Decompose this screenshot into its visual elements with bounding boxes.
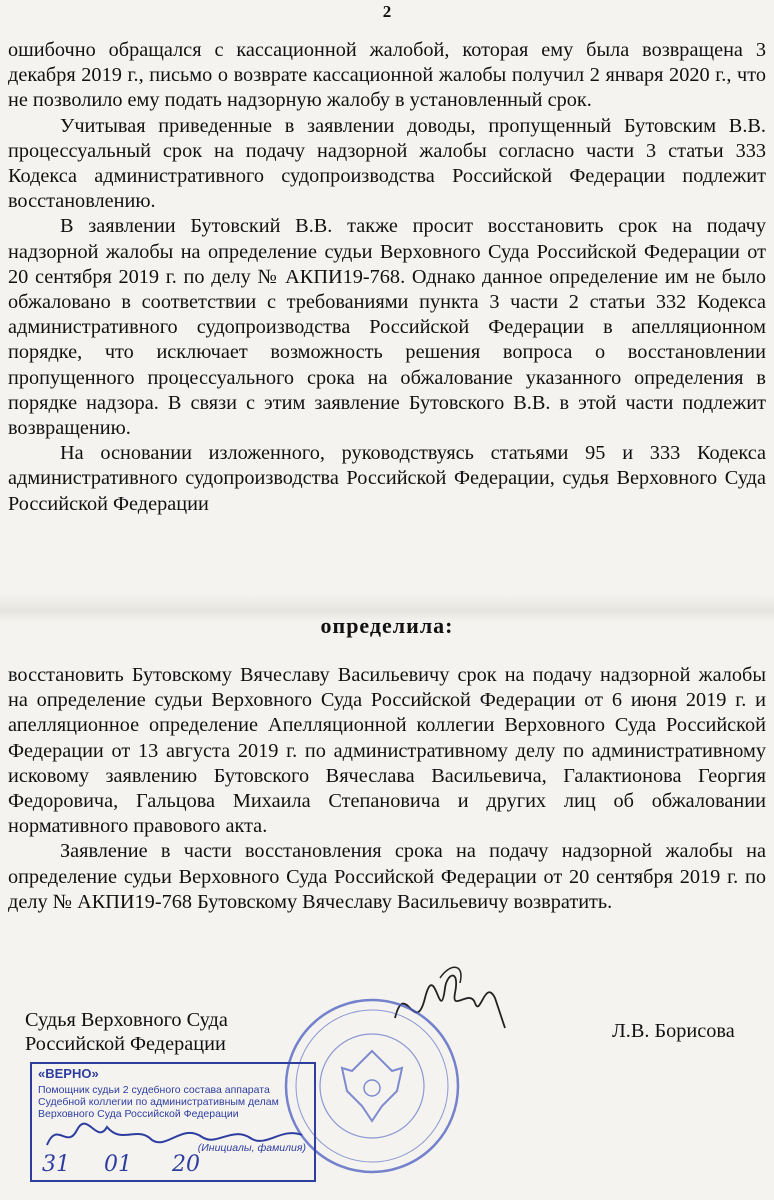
verno-day: 31 [42, 1152, 70, 1177]
judge-name: Л.В. Борисова [612, 1020, 735, 1042]
ruling-heading: определила: [320, 613, 454, 638]
verno-year: 20 [172, 1152, 200, 1177]
verno-month: 01 [104, 1152, 132, 1177]
verno-caption: (Инициалы, фамилия) [197, 1142, 306, 1154]
page-number: 2 [382, 2, 392, 21]
paragraph-restoration: Учитывая приведенные в заявлении доводы, пропущенный Бутовским В.В. процессуальный срок на подачу надзорной жалобы согласно части 3 статьи 333 Кодекса административного судопроизводства Российской Федерации подлежит восстановлению. [8, 114, 766, 213]
assistant-signature [42, 1115, 307, 1155]
verno-line1: Помощник судьи 2 судебного состава аппарата [38, 1084, 270, 1096]
judge-position [25, 1008, 228, 1056]
paragraph-return: В заявлении Бутовский В.В. также просит восстановить срок на подачу надзорной жалобы на определение судьи Верховного Суда Российской Федерации от 20 сентября 2019 г. по делу № АКПИ19-768. Однако данное определение им не было обжаловано в соответствии с требованиями пункта 3 части 2 статьи 332 Кодекса административного судопроизводства Российской Федерации в апелляционном порядке, что исключает возможность решения вопроса о восстановлении пропущенного процессуального срока на обжалование указанного определения в порядке надзора. В связи с этим заявление Бутовского В.В. в этой части подлежит возвращению. [8, 215, 766, 440]
paragraph-continuation: ошибочно обращался с кассационной жалобой, которая ему была возвращена 3 декабря 2019 г., письмо о возврате кассационной жалобы получил 2 января 2020 г., что не позволило ему подать надзорную жалобу в установленный срок. [8, 39, 766, 112]
top-text [8, 38, 766, 517]
judge-position-line2: Российской Федерации [25, 1033, 226, 1055]
ruling-text [8, 663, 766, 915]
verno-line3: Верховного Суда Российской Федерации [38, 1108, 239, 1120]
verno-line2: Судебной коллегии по административным делам [38, 1096, 279, 1108]
verno-title: «ВЕРНО» [38, 1066, 99, 1081]
paragraph-basis: На основании изложенного, руководствуясь статьями 95 и 333 Кодекса административного судопроизводства Российской Федерации, судья Верховного Суда Российской Федерации [8, 442, 766, 515]
ruling-paragraph-return: Заявление в части восстановления срока на подачу надзорной жалобы на определение судьи Верховного Суда Российской Федерации от 20 сентября 2019 г. по делу № АКПИ19-768 Бутовскому Вячеславу Васильевичу возвратить. [8, 840, 766, 913]
judge-position-line1: Судья Верховного Суда [25, 1009, 228, 1031]
ruling-paragraph-restore: восстановить Бутовскому Вячеславу Васильевичу срок на подачу надзорной жалобы на определение судьи Верховного Суда Российской Федерации от 6 июня 2019 г. и апелляционное определение Апелляционной коллегии Верховного Суда Российской Федерации от 13 августа 2019 г. по административному делу по административному исковому заявлению Бутовского Вячеслава Васильевича, Галактионова Георгия Федоровича, Гальцова Михаила Степановича и других лиц об обжаловании нормативного правового акта. [8, 664, 766, 838]
